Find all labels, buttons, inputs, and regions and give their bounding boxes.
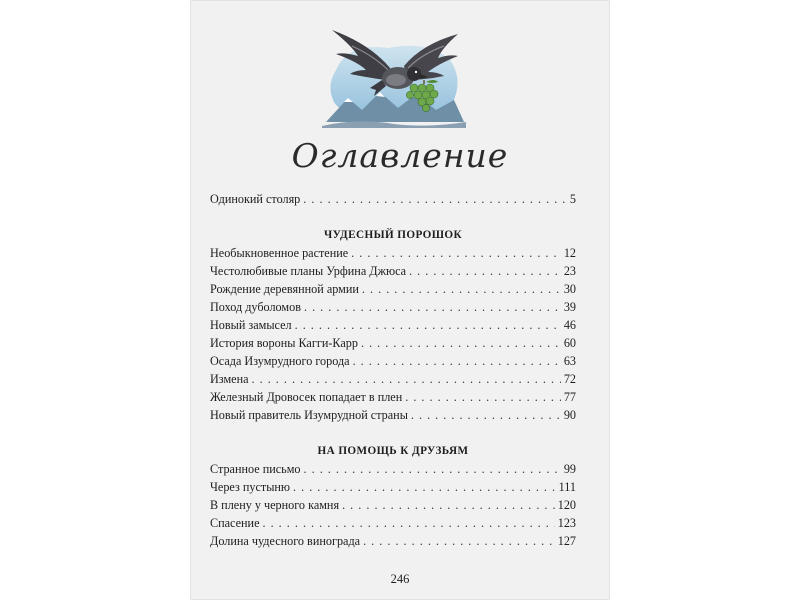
toc-leader-dots — [252, 370, 561, 388]
toc-leader-dots — [351, 244, 561, 262]
toc-entry[interactable] — [210, 280, 576, 298]
toc-entry-page: 39 — [563, 300, 576, 314]
toc-entry-page: 90 — [563, 408, 576, 422]
toc-entry-page: 30 — [563, 282, 576, 296]
toc-leader-dots — [293, 478, 556, 496]
toc-entry-page: 63 — [563, 354, 576, 368]
toc-entry[interactable] — [210, 244, 576, 262]
toc-entry-page: 5 — [569, 192, 576, 206]
toc-leader-dots — [342, 496, 555, 514]
toc-entry[interactable] — [210, 190, 576, 208]
crow-with-grapes-icon — [318, 22, 468, 130]
toc-entry[interactable] — [210, 406, 576, 424]
toc-entry[interactable] — [210, 334, 576, 352]
toc-entry-page: 120 — [557, 498, 576, 512]
spacer — [210, 208, 576, 226]
toc-leader-dots — [409, 262, 561, 280]
toc-leader-dots — [353, 352, 561, 370]
toc-leader-dots — [304, 298, 561, 316]
toc-entry-page: 111 — [558, 480, 576, 494]
toc-entry-page: 60 — [563, 336, 576, 350]
toc-entry-title: Новый замысел — [210, 318, 292, 332]
toc-leader-dots — [405, 388, 561, 406]
toc-entry-title: Странное письмо — [210, 462, 301, 476]
toc-entry[interactable] — [210, 514, 576, 532]
toc-entry-page: 72 — [563, 372, 576, 386]
toc-leader-dots — [361, 334, 561, 352]
toc-entry-title: Рождение деревянной армии — [210, 282, 359, 296]
section-heading: НА ПОМОЩЬ К ДРУЗЬЯМ — [317, 445, 469, 457]
toc-entry-title: Необыкновенное растение — [210, 246, 349, 260]
page-number: 246 — [390, 572, 410, 586]
toc-entry-page: 99 — [563, 462, 576, 476]
toc-leader-dots — [304, 460, 561, 478]
toc-entry[interactable] — [210, 532, 576, 550]
toc-entry[interactable] — [210, 388, 576, 406]
toc-entry-title: Железный Дровосек попадает в плен — [210, 390, 403, 404]
book-page — [190, 0, 610, 600]
toc-entry[interactable] — [210, 352, 576, 370]
toc-entry-title: Поход дуболомов — [210, 300, 301, 314]
toc-entry[interactable] — [210, 316, 576, 334]
toc-entry[interactable] — [210, 496, 576, 514]
toc-entry-title: Честолюбивые планы Урфина Джюса — [210, 264, 407, 278]
toc-entry-page: 12 — [563, 246, 576, 260]
toc-entry-title: Осада Изумрудного города — [210, 354, 350, 368]
toc-entry-page: 123 — [557, 516, 576, 530]
toc-leader-dots — [262, 514, 554, 532]
toc-leader-dots — [363, 532, 555, 550]
toc-entry-title: История вороны Кагги-Карр — [210, 336, 358, 350]
toc-entry[interactable] — [210, 370, 576, 388]
toc-entry-title: В плену у черного камня — [210, 498, 340, 512]
toc-entry[interactable] — [210, 298, 576, 316]
toc-leader-dots — [411, 406, 561, 424]
toc-entry-page: 23 — [563, 264, 576, 278]
toc-entry-page: 127 — [557, 534, 576, 548]
table-of-contents — [210, 190, 576, 550]
toc-leader-dots — [303, 190, 567, 208]
section-heading: ЧУДЕСНЫЙ ПОРОШОК — [323, 229, 463, 241]
toc-entry-title: Долина чудесного винограда — [210, 534, 361, 548]
toc-leader-dots — [295, 316, 561, 334]
toc-entry[interactable] — [210, 460, 576, 478]
toc-leader-dots — [362, 280, 561, 298]
spacer — [210, 424, 576, 442]
toc-entry-title: Одинокий столяр — [210, 192, 301, 206]
toc-title: Оглавление — [291, 136, 509, 175]
toc-entry-page: 77 — [563, 390, 576, 404]
toc-entry-title: Новый правитель Изумрудной страны — [210, 408, 408, 422]
toc-entry[interactable] — [210, 478, 576, 496]
toc-entry-title: Спасение — [210, 516, 260, 530]
toc-entry[interactable] — [210, 262, 576, 280]
toc-entry-page: 46 — [563, 318, 576, 332]
toc-entry-title: Через пустыню — [210, 480, 291, 494]
toc-entry-title: Измена — [210, 372, 249, 386]
